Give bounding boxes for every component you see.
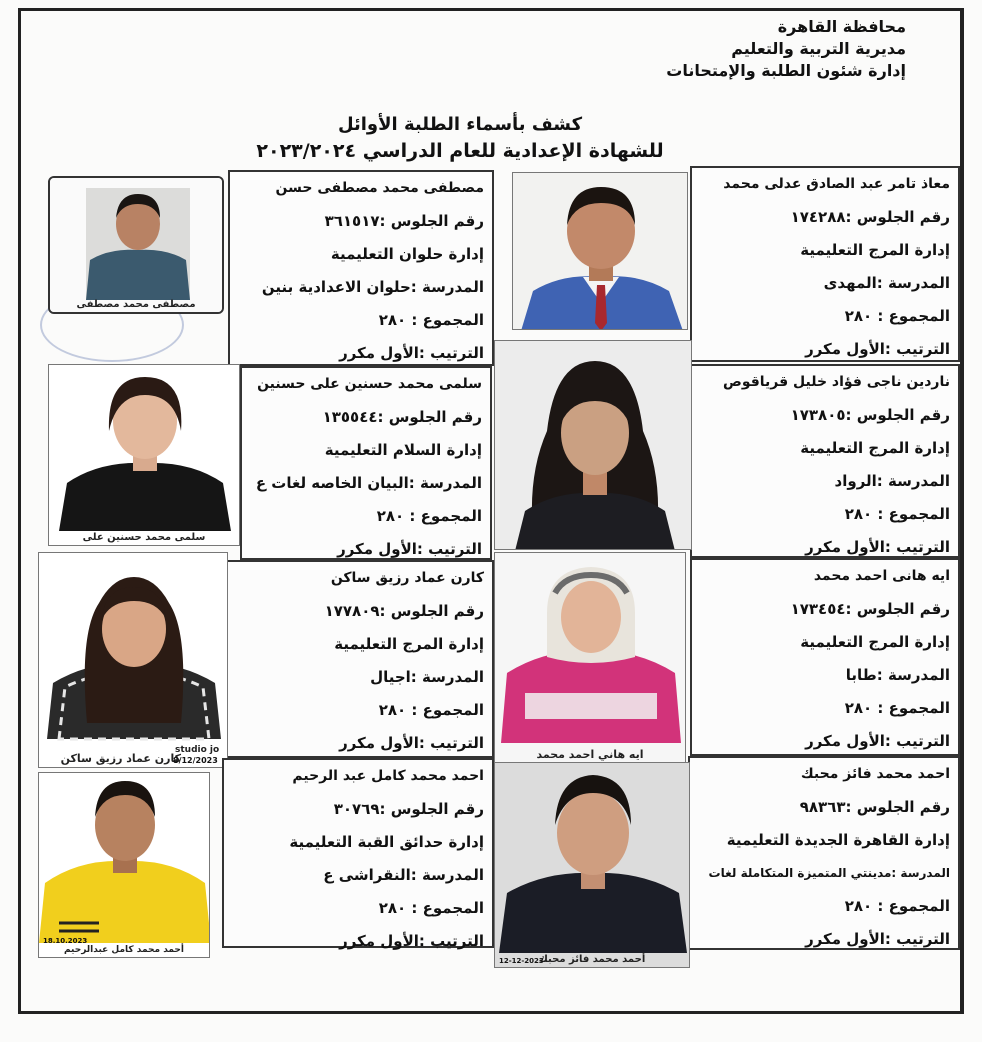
total-score: المجموع : ٢٨٠ (378, 311, 484, 329)
school-name: المدرسة :حلوان الاعدادية بنين (261, 278, 484, 296)
studio-date: 8/12/2023 (173, 756, 218, 765)
rank: الترتيب :الأول مكرر (337, 540, 482, 558)
governorate-line: محافظة القاهرة (777, 17, 906, 36)
student-name: معاذ تامر عبد الصادق عدلى محمد (723, 176, 950, 192)
rank: الترتيب :الأول مكرر (339, 932, 484, 950)
seat-number: رقم الجلوس :٣٦١٥١٧ (324, 212, 484, 230)
education-admin: إدارة المرج التعليمية (800, 241, 950, 259)
student-photo-6 (38, 552, 228, 768)
student-photo-2 (48, 176, 224, 314)
student-name: كارن عماد رزيق ساكن (330, 570, 484, 586)
school-name: المدرسة :طابا (845, 666, 950, 684)
total-score: المجموع : ٢٨٠ (844, 307, 950, 325)
student-photo-7 (494, 762, 690, 968)
education-admin: إدارة حلوان التعليمية (330, 245, 484, 263)
student-card-3 (690, 364, 960, 558)
education-admin: إدارة القاهرة الجديدة التعليمية (726, 831, 950, 849)
school-name: المدرسة :النقراشى ع (323, 866, 484, 884)
education-admin: إدارة السلام التعليمية (324, 441, 482, 459)
total-score: المجموع : ٢٨٠ (378, 701, 484, 719)
title-line-1: كشف بأسماء الطلبة الأوائل (337, 114, 583, 135)
student-card-1 (690, 166, 960, 362)
rank: الترتيب :الأول مكرر (805, 538, 950, 556)
photo-caption: كارن عماد رزيق ساكن (60, 752, 181, 765)
photo-caption: ايه هاني احمد محمد (536, 748, 644, 761)
seat-number: رقم الجلوس :١٧٤٢٨٨ (790, 208, 950, 226)
document-title (200, 112, 720, 164)
seat-number: رقم الجلوس :١٧٧٨٠٩ (324, 602, 484, 620)
student-name: ايه هانى احمد محمد (813, 568, 950, 584)
student-photo-5 (494, 552, 686, 766)
photo-caption: سلمى محمد حسنين على (82, 532, 206, 543)
rank: الترتيب :الأول مكرر (805, 340, 950, 358)
student-card-6 (226, 560, 494, 758)
directorate-line: مديرية التربية والتعليم (731, 39, 906, 58)
school-name: المدرسة :الرواد (834, 472, 950, 490)
school-name: المدرسة :المهدى (823, 274, 950, 292)
school-name: المدرسة :مدينتي المتميزة المتكاملة لغات (708, 866, 950, 880)
seat-number: رقم الجلوس :١٧٣٤٥٤ (790, 600, 950, 618)
student-photo-3 (494, 340, 692, 550)
education-admin: إدارة المرج التعليمية (334, 635, 484, 653)
student-name: ناردين ناجى فؤاد خليل قرياقوص (723, 374, 950, 390)
student-card-4 (240, 366, 492, 560)
rank: الترتيب :الأول مكرر (805, 732, 950, 750)
title-line-2: للشهادة الإعدادية للعام الدراسي ٢٠٢٣/٢٠٢٤ (256, 140, 664, 162)
rank: الترتيب :الأول مكرر (339, 734, 484, 752)
student-photo-1 (512, 172, 688, 330)
student-card-8 (222, 758, 494, 948)
department-line: إدارة شئون الطلبة والإمتحانات (666, 61, 906, 80)
student-card-7 (688, 756, 960, 950)
seat-number: رقم الجلوس :١٧٣٨٠٥ (790, 406, 950, 424)
studio-label: studio jo (175, 745, 220, 755)
total-score: المجموع : ٢٨٠ (844, 897, 950, 915)
photo-caption: مصطفى محمد مصطفى (76, 299, 196, 310)
student-photo-4 (48, 364, 240, 546)
seat-number: رقم الجلوس :٩٨٣٦٣ (799, 798, 950, 816)
total-score: المجموع : ٢٨٠ (844, 505, 950, 523)
photo-date: 18.10.2023 (43, 937, 88, 945)
seat-number: رقم الجلوس :٣٠٧٦٩ (333, 800, 484, 818)
photo-date: 12-12-2023 (499, 957, 544, 965)
student-photo-8 (38, 772, 210, 958)
letterhead (546, 16, 906, 82)
photo-caption: أحمد محمد فائز محبك (538, 954, 646, 965)
seat-number: رقم الجلوس :١٣٥٥٤٤ (322, 408, 482, 426)
photo-caption: أحمد محمد كامل عبدالرحيم (63, 945, 184, 955)
education-admin: إدارة المرج التعليمية (800, 633, 950, 651)
total-score: المجموع : ٢٨٠ (844, 699, 950, 717)
school-name: المدرسة :البيان الخاصه لغات ع (255, 474, 482, 492)
education-admin: إدارة المرج التعليمية (800, 439, 950, 457)
total-score: المجموع : ٢٨٠ (378, 899, 484, 917)
total-score: المجموع : ٢٨٠ (376, 507, 482, 525)
student-name: سلمى محمد حسنين على حسنين (257, 376, 482, 392)
student-card-2 (228, 170, 494, 366)
school-name: المدرسة :اجيال (370, 668, 484, 686)
education-admin: إدارة حدائق القبة التعليمية (289, 833, 484, 851)
student-name: مصطفى محمد مصطفى حسن (275, 180, 484, 196)
rank: الترتيب :الأول مكرر (339, 344, 484, 362)
student-name: احمد محمد فائز محبك (800, 766, 950, 782)
student-card-5 (690, 558, 960, 756)
student-name: احمد محمد كامل عبد الرحيم (292, 768, 484, 784)
rank: الترتيب :الأول مكرر (805, 930, 950, 948)
